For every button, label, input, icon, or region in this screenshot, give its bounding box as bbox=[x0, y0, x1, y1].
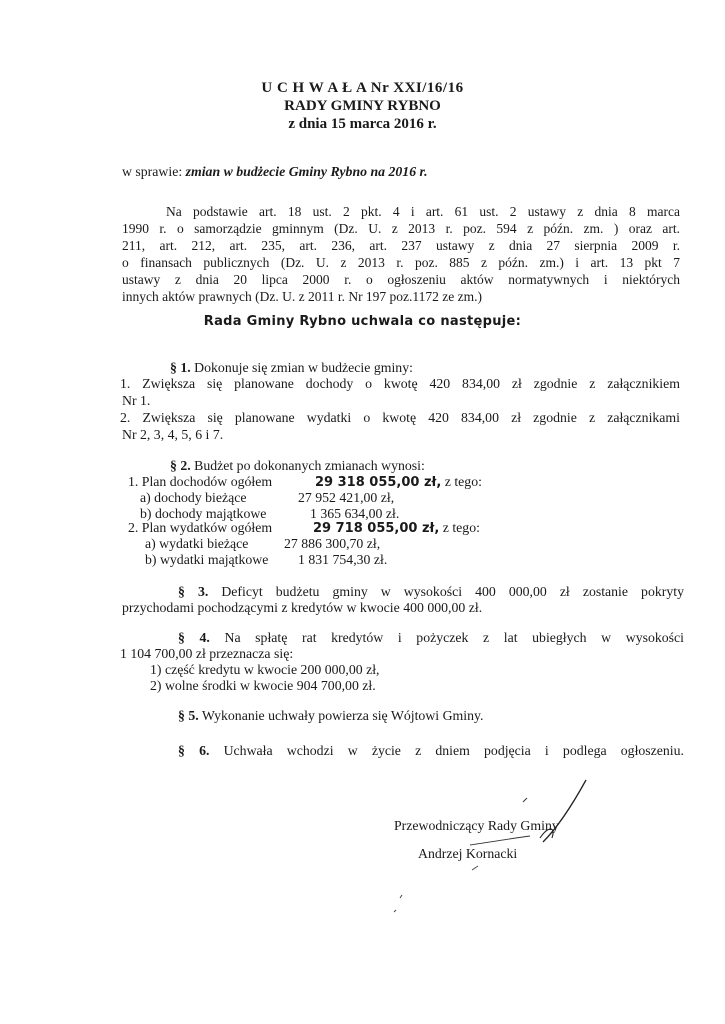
subject-text: zmian w budżecie Gminy Rybno na 2016 r. bbox=[185, 164, 428, 179]
income-current-value: 27 952 421,00 zł, bbox=[298, 490, 395, 505]
paragraph-1-item-2: 2. Zwiększa się planowane wydatki o kwotę 420 834,00 zł zgodnie z załącznikami bbox=[120, 410, 680, 425]
expense-plan-total: 29 718 055,00 zł, bbox=[313, 521, 440, 536]
paragraph-4-text: Na spłatę rat kredytów i pożyczek z lat ubiegłych w wysokości bbox=[224, 630, 684, 645]
paragraph-6-text: Uchwała wchodzi w życie z dniem podjęcia i podlega ogłoszeniu. bbox=[223, 743, 684, 758]
expense-current-label: a) wydatki bieżące bbox=[145, 536, 249, 551]
income-current-label: a) dochody bieżące bbox=[140, 490, 247, 505]
expense-capital-label: b) wydatki majątkowe bbox=[145, 552, 269, 567]
expense-current-value: 27 886 300,70 zł, bbox=[284, 536, 381, 551]
paragraph-3-mark: § 3. bbox=[178, 584, 209, 599]
expense-plan-suffix: z tego: bbox=[442, 520, 480, 535]
paragraph-3-line-2: przychodami pochodzącymi z kredytów w kwocie 400 000,00 zł. bbox=[122, 600, 483, 615]
legal-basis-line-3: 211, art. 212, art. 235, art. 236, art. 237 ustawy z dnia 27 sierpnia 2009 r. bbox=[122, 238, 680, 253]
paragraph-4-item-2: 2) wolne środki w kwocie 904 700,00 zł. bbox=[150, 678, 376, 693]
subject-prefix: w sprawie: bbox=[122, 164, 183, 179]
income-capital-value: 1 365 634,00 zł. bbox=[310, 506, 400, 521]
paragraph-3-text: Deficyt budżetu gminy w wysokości 400 000,00 zł zostanie pokryty bbox=[221, 584, 684, 599]
income-plan-label: 1. Plan dochodów ogółem bbox=[128, 474, 273, 489]
expense-capital-value: 1 831 754,30 zł. bbox=[298, 552, 388, 567]
legal-basis-line-5: ustawy z dnia 20 lipca 2000 r. o ogłoszeniu aktów normatywnych i niektórych bbox=[122, 272, 680, 287]
council-name: RADY GMINY RYBNO bbox=[284, 98, 441, 114]
paragraph-1-item-1: 1. Zwiększa się planowane dochody o kwotę 420 834,00 zł zgodnie z załącznikiem bbox=[120, 376, 680, 391]
paragraph-1-item-1-cont: Nr 1. bbox=[122, 393, 151, 408]
paragraph-1-mark: § 1. bbox=[170, 360, 191, 375]
paragraph-5-mark: § 5. bbox=[178, 708, 199, 723]
paragraph-1-title: Dokonuje się zmian w budżecie gminy: bbox=[194, 360, 413, 375]
legal-basis-line-2: 1990 r. o samorządzie gminnym (Dz. U. z 2013 r. poz. 594 z późn. zm. ) oraz art. bbox=[122, 221, 680, 236]
paragraph-4-line-2: 1 104 700,00 zł przeznacza się: bbox=[120, 646, 294, 661]
income-capital-label: b) dochody majątkowe bbox=[140, 506, 267, 521]
resolution-intro: Rada Gminy Rybno uchwala co następuje: bbox=[203, 314, 522, 329]
resolution-title: U C H W A Ł A Nr XXI/16/16 bbox=[261, 80, 464, 96]
legal-basis-line-6: innych aktów prawnych (Dz. U. z 2011 r. Nr 197 poz.1172 ze zm.) bbox=[122, 289, 483, 304]
income-plan-total: 29 318 055,00 zł, bbox=[315, 475, 442, 490]
paragraph-4-mark: § 4. bbox=[178, 630, 210, 645]
paragraph-1-item-2-cont: Nr 2, 3, 4, 5, 6 i 7. bbox=[122, 427, 224, 442]
paragraph-5-text: Wykonanie uchwały powierza się Wójtowi Gminy. bbox=[201, 708, 484, 723]
paragraph-2-mark: § 2. bbox=[170, 458, 191, 473]
paragraph-6-mark: § 6. bbox=[178, 743, 210, 758]
paragraph-2-title: Budżet po dokonanych zmianach wynosi: bbox=[194, 458, 425, 473]
signature-name: Andrzej Kornacki bbox=[418, 846, 518, 861]
income-plan-suffix: z tego: bbox=[444, 474, 482, 489]
legal-basis-line-4: o finansach publicznych (Dz. U. z 2013 r. poz. 885 z późn. zm.) i art. 13 pkt 7 bbox=[122, 255, 680, 270]
legal-basis-line-1: Na podstawie art. 18 ust. 2 pkt. 4 i art. 61 ust. 2 ustawy z dnia 8 marca bbox=[166, 204, 680, 219]
resolution-date: z dnia 15 marca 2016 r. bbox=[288, 116, 437, 132]
paragraph-4-item-1: 1) część kredytu w kwocie 200 000,00 zł, bbox=[150, 662, 380, 677]
expense-plan-label: 2. Plan wydatków ogółem bbox=[128, 520, 273, 535]
signature-title: Przewodniczący Rady Gminy bbox=[394, 818, 559, 833]
